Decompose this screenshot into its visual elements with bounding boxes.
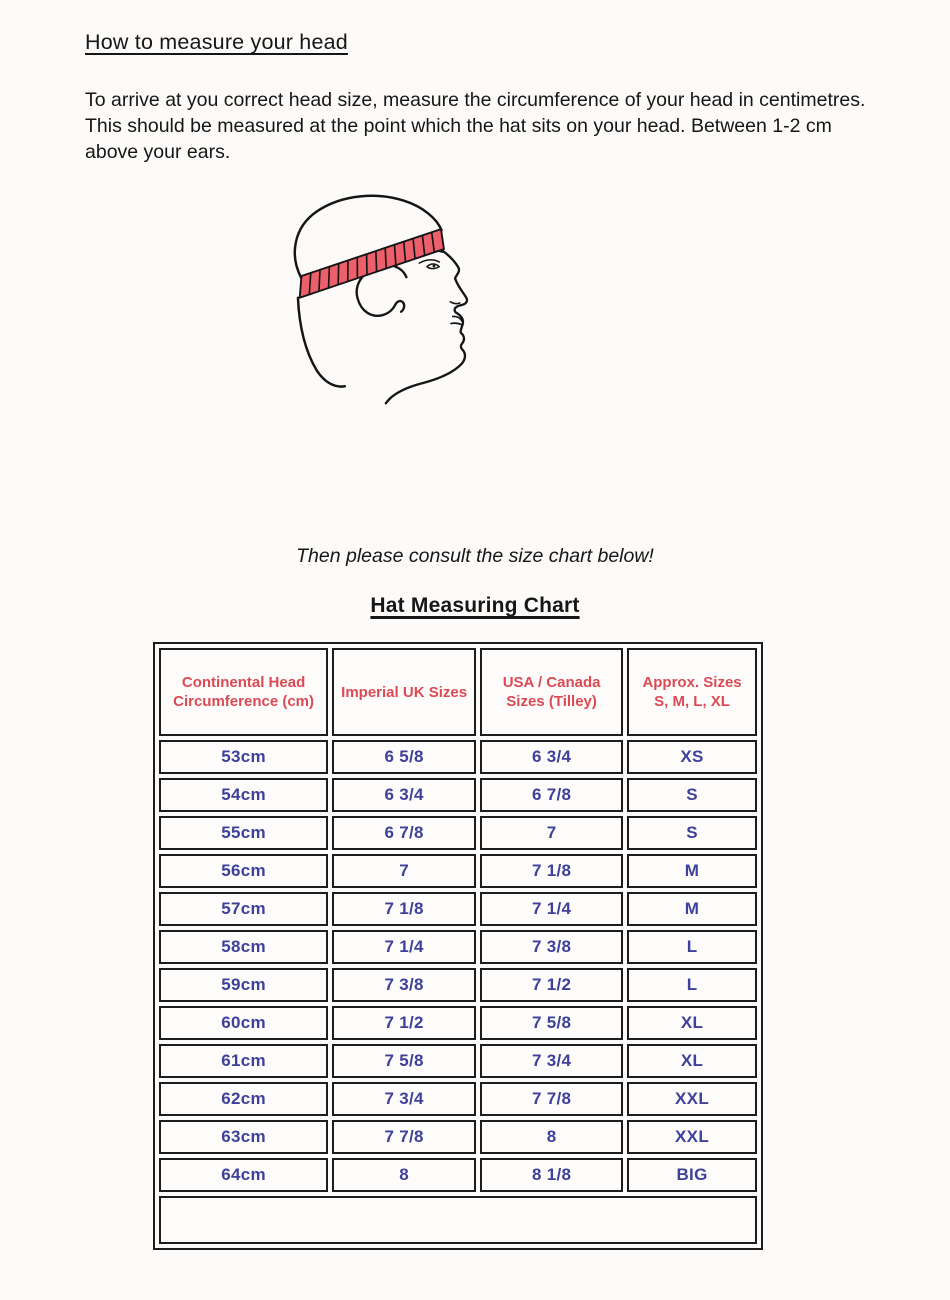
table-cell: 56cm — [159, 854, 328, 888]
eye-pupil — [433, 265, 436, 268]
size-chart-caption: Then please consult the size chart below! — [296, 545, 654, 567]
table-cell: 6 7/8 — [332, 816, 476, 850]
table-cell: 61cm — [159, 1044, 328, 1078]
table-cell: 53cm — [159, 740, 328, 774]
table-cell: M — [627, 892, 757, 926]
table-cell: 7 1/4 — [480, 892, 623, 926]
table-cell: 6 3/4 — [480, 740, 623, 774]
table-cell: 7 — [332, 854, 476, 888]
table-row — [159, 816, 757, 850]
table-cell: XXL — [627, 1082, 757, 1116]
table-cell: 7 3/4 — [332, 1082, 476, 1116]
header-cell-approx-sizes: Approx. Sizes S, M, L, XL — [627, 648, 757, 736]
header-cell-usa-canada: USA / Canada Sizes (Tilley) — [480, 648, 623, 736]
table-cell: 7 — [480, 816, 623, 850]
table-row — [159, 1006, 757, 1040]
empty-cell — [159, 1196, 757, 1244]
table-cell: 62cm — [159, 1082, 328, 1116]
table-cell: 8 1/8 — [480, 1158, 623, 1192]
table-row — [159, 1044, 757, 1078]
mouth-line — [451, 323, 462, 325]
table-row — [159, 1158, 757, 1192]
table-row — [159, 778, 757, 812]
table-row — [159, 740, 757, 774]
head-profile-with-measuring-tape-icon — [278, 173, 672, 535]
table-row — [159, 1082, 757, 1116]
table-header-row — [159, 648, 757, 736]
measuring-tape-band — [300, 229, 444, 298]
nostril-line — [450, 302, 459, 304]
table-cell: BIG — [627, 1158, 757, 1192]
table-cell: S — [627, 778, 757, 812]
table-cell: XS — [627, 740, 757, 774]
table-cell: 7 7/8 — [480, 1082, 623, 1116]
table-empty-row — [159, 1196, 757, 1244]
head-back-outline — [298, 298, 345, 387]
table-cell: L — [627, 968, 757, 1002]
table-cell: 7 1/8 — [332, 892, 476, 926]
hat-size-table — [153, 642, 763, 1250]
table-row — [159, 1120, 757, 1154]
table-cell: L — [627, 930, 757, 964]
table-cell: 6 3/4 — [332, 778, 476, 812]
intro-paragraph: To arrive at you correct head size, measure the circumference of your head in centimetres. This should be measured at the point which the hat sits on your head. Between 1-2 cm above your ears. — [85, 89, 866, 163]
table-cell: 63cm — [159, 1120, 328, 1154]
table-cell: 54cm — [159, 778, 328, 812]
page-title: How to measure your head — [85, 30, 348, 54]
table-row — [159, 930, 757, 964]
table-cell: M — [627, 854, 757, 888]
eyelid-line — [419, 260, 439, 263]
table-cell: 59cm — [159, 968, 328, 1002]
table-cell: 7 1/2 — [480, 968, 623, 1002]
table-cell: XXL — [627, 1120, 757, 1154]
table-cell: 8 — [480, 1120, 623, 1154]
table-cell: 57cm — [159, 892, 328, 926]
table-cell: S — [627, 816, 757, 850]
table-row — [159, 854, 757, 888]
table-cell: 7 1/2 — [332, 1006, 476, 1040]
table-cell: 6 5/8 — [332, 740, 476, 774]
table-cell: 8 — [332, 1158, 476, 1192]
table-row — [159, 968, 757, 1002]
header-cell-continental: Continental Head Circumference (cm) — [159, 648, 328, 736]
table-cell: 7 1/8 — [480, 854, 623, 888]
chart-heading: Hat Measuring Chart — [370, 594, 580, 617]
table-cell: XL — [627, 1006, 757, 1040]
table-cell: 7 1/4 — [332, 930, 476, 964]
table-cell: 7 3/4 — [480, 1044, 623, 1078]
table-cell: 7 3/8 — [480, 930, 623, 964]
table-cell: 7 5/8 — [332, 1044, 476, 1078]
table-cell: 7 7/8 — [332, 1120, 476, 1154]
table-cell: 55cm — [159, 816, 328, 850]
table-cell: 58cm — [159, 930, 328, 964]
table-cell: 7 3/8 — [332, 968, 476, 1002]
table-cell: 64cm — [159, 1158, 328, 1192]
table-row — [159, 892, 757, 926]
header-cell-imperial-uk: Imperial UK Sizes — [332, 648, 476, 736]
table-cell: 7 5/8 — [480, 1006, 623, 1040]
head-illustration — [0, 173, 950, 535]
table-cell: 6 7/8 — [480, 778, 623, 812]
table-cell: 60cm — [159, 1006, 328, 1040]
face-profile-outline — [386, 251, 467, 403]
table-cell: XL — [627, 1044, 757, 1078]
